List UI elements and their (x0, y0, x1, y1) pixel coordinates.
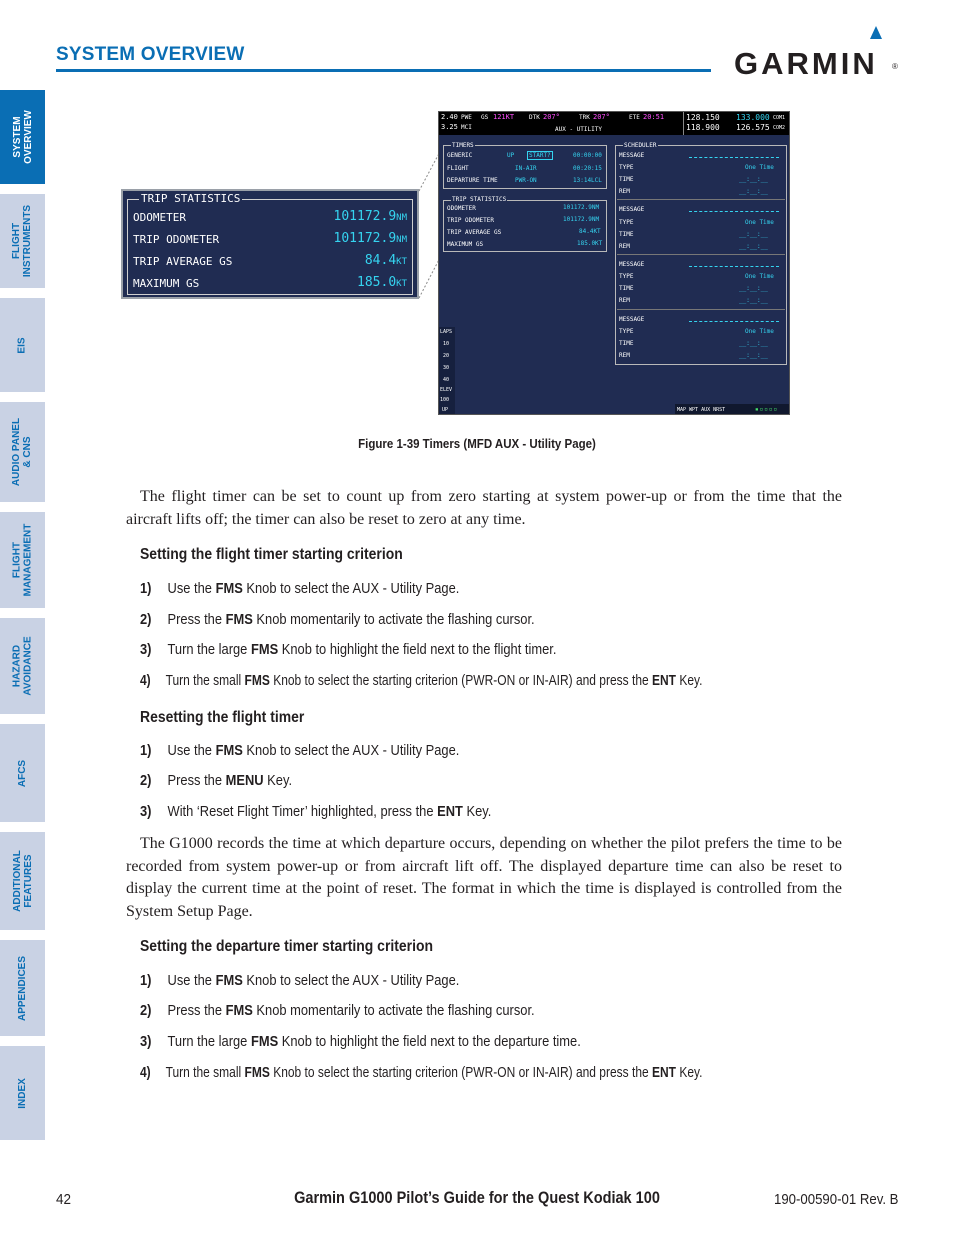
step-text: Turn the large (167, 641, 251, 658)
step-key: FMS (244, 1064, 270, 1081)
strip-label: ELEV (440, 387, 453, 393)
step-number: 2) (140, 611, 152, 628)
sched-message-field (689, 157, 779, 158)
step-item (140, 672, 702, 689)
step-text: Turn the large (167, 1033, 251, 1050)
timer-mode: UP (507, 152, 515, 159)
sched-time-value: __:__:__ (739, 285, 768, 292)
step-text: Knob to highlight the field next to the flight timer. (278, 641, 557, 658)
step-text: Knob to select the starting criterion (PWR-ON or IN-AIR) and press the (269, 1064, 652, 1081)
trip-value: 101172.9NM (563, 204, 600, 211)
sched-rem-value: __:__:__ (739, 297, 768, 304)
sched-divider (617, 254, 785, 255)
garmin-logo (734, 26, 899, 81)
header-rule (56, 69, 711, 72)
tab-additional-features[interactable]: ADDITIONAL FEATURES (0, 832, 45, 930)
tab-audio-panel-cns[interactable]: AUDIO PANEL & CNS (0, 402, 45, 502)
step-key: FMS (215, 742, 243, 759)
mfd-gs-value: 121KT (493, 113, 515, 121)
step-item (140, 1033, 581, 1050)
tab-system-overview[interactable]: SYSTEM OVERVIEW (0, 90, 45, 184)
sched-rem-label: REM (619, 297, 630, 304)
mfd-ete-value: 20:51 (643, 113, 665, 121)
sched-time-value: __:__:__ (739, 176, 768, 183)
step-number: 1) (140, 580, 152, 597)
step-text: Turn the small (165, 1064, 245, 1081)
step-number: 1) (140, 972, 152, 989)
step-text: Use the (167, 580, 216, 597)
sched-message-label: MESSAGE (619, 261, 645, 268)
strip-label: 100 (440, 397, 450, 403)
step-number: 3) (140, 641, 152, 658)
timer-label: GENERIC (447, 152, 473, 159)
step-key: FMS (215, 972, 243, 989)
trip-value: 101172.9NM (563, 216, 600, 223)
sched-rem-value: __:__:__ (739, 352, 768, 359)
mfd-scheduler-title: SCHEDULER (624, 142, 657, 149)
sched-message-label: MESSAGE (619, 316, 645, 323)
step-item (140, 772, 292, 789)
timer-status: START? (529, 152, 551, 159)
timer-label: DEPARTURE TIME (447, 177, 498, 184)
step-key: FMS (225, 611, 253, 628)
trip-label: TRIP ODOMETER (447, 217, 494, 224)
section-heading-reset-flight-timer: Resetting the flight timer (140, 709, 305, 726)
sched-time-label: TIME (619, 340, 634, 347)
step-text: Knob to select the starting criterion (PWR-ON or IN-AIR) and press the (269, 672, 652, 689)
step-number: 4) (140, 672, 151, 689)
step-number: 1) (140, 742, 152, 759)
step-text: Key. (462, 803, 492, 820)
trip-statistics-zoom (121, 189, 419, 299)
mfd-waypoint-2: MCI (461, 124, 472, 131)
section-heading-flight-timer-criterion: Setting the flight timer starting criterion (140, 546, 403, 563)
step-key: FMS (225, 1002, 253, 1019)
step-item (140, 972, 459, 989)
timer-time: 13:14LCL (573, 177, 602, 184)
step-item (140, 1002, 535, 1019)
step-key: FMS (250, 1033, 279, 1050)
page-group-dots-icon: ▪▫▫▫▫ (755, 406, 779, 413)
sched-type-value: One Time (745, 219, 774, 226)
trip-value: 84.4KT (579, 228, 601, 235)
tab-flight-management[interactable]: FLIGHT MANAGEMENT (0, 512, 45, 608)
step-key: FMS (244, 672, 270, 689)
zoom-row-unit: KT (396, 257, 407, 267)
timer-label: FLIGHT (447, 165, 469, 172)
step-key: FMS (215, 580, 243, 597)
step-text: With ‘Reset Flight Timer’ highlighted, press the (167, 803, 438, 820)
sched-message-label: MESSAGE (619, 206, 645, 213)
section-heading-departure-timer-criterion: Setting the departure timer starting criterion (140, 938, 434, 955)
zoom-row-unit: NM (396, 235, 407, 245)
sched-rem-label: REM (619, 352, 630, 359)
step-item (140, 803, 491, 820)
step-key: FMS (250, 641, 279, 658)
step-item (140, 580, 459, 597)
sched-type-value: One Time (745, 164, 774, 171)
trip-value: 185.0KT (577, 240, 603, 247)
page-number: 42 (56, 1191, 72, 1208)
step-text: Turn the small (165, 672, 245, 689)
sched-rem-value: __:__:__ (739, 188, 768, 195)
tab-hazard-avoidance[interactable]: HAZARD AVOIDANCE (0, 618, 45, 714)
mfd-ete-label: ETE (629, 114, 640, 121)
mfd-com1-active: 128.150 (686, 113, 720, 122)
logo-wordmark: GARMIN (734, 46, 878, 81)
step-text: Press the (167, 772, 226, 789)
sched-rem-label: REM (619, 243, 630, 250)
sched-time-value: __:__:__ (739, 231, 768, 238)
step-item (140, 742, 459, 759)
zoom-row-unit: KT (396, 279, 407, 289)
zoom-row-value: 101172.9 (333, 231, 397, 246)
step-key: ENT (437, 803, 463, 820)
step-text: Knob to select the AUX - Utility Page. (242, 742, 460, 759)
tab-appendices[interactable]: APPENDICES (0, 940, 45, 1036)
mfd-timers-title: TIMERS (452, 142, 474, 149)
mfd-com-divider (683, 112, 684, 135)
zoom-row-value: 101172.9 (333, 209, 397, 224)
sched-message-label: MESSAGE (619, 152, 645, 159)
zoom-title: TRIP STATISTICS (141, 192, 241, 205)
document-number: 190-00590-01 Rev. B (773, 1191, 898, 1208)
zoom-row-label: TRIP ODOMETER (133, 233, 220, 246)
sched-time-label: TIME (619, 231, 634, 238)
paragraph-flight-timer: The flight timer can be set to count up from zero starting at system power-up or from the time that the aircraft lifts off; the timer can also be reset to zero at any time. (126, 488, 842, 528)
mfd-page-group-bar (675, 404, 790, 415)
tab-afcs[interactable]: AFCS (0, 724, 45, 822)
step-text: Knob to select the AUX - Utility Page. (242, 580, 460, 597)
zoom-row-label: MAXIMUM GS (133, 277, 200, 290)
section-title: SYSTEM OVERVIEW (56, 44, 245, 65)
timer-mode: PWR-ON (515, 177, 537, 184)
sched-rem-label: REM (619, 188, 630, 195)
step-number: 3) (140, 803, 152, 820)
sched-type-value: One Time (745, 328, 774, 335)
zoom-row-label: TRIP AVERAGE GS (133, 255, 233, 268)
sched-type-label: TYPE (619, 273, 634, 280)
step-text: Key. (676, 672, 703, 689)
mfd-gs-label: GS (481, 114, 489, 121)
zoom-row-unit: NM (396, 213, 407, 223)
zoom-row-value: 84.4 (364, 253, 397, 268)
tab-index[interactable]: INDEX (0, 1046, 45, 1140)
guide-title: Garmin G1000 Pilot’s Guide for the Quest Kodiak 100 (294, 1189, 660, 1207)
sched-type-label: TYPE (619, 164, 634, 171)
mfd-com1-label: COM1 (773, 115, 786, 121)
tab-eis[interactable]: EIS (0, 298, 45, 392)
sched-rem-value: __:__:__ (739, 243, 768, 250)
trip-label: TRIP AVERAGE GS (447, 229, 502, 236)
mfd-waypoint-1: PWE (461, 114, 472, 121)
strip-label: 30 (443, 365, 450, 371)
step-number: 2) (140, 1002, 152, 1019)
step-text: Knob to highlight the field next to the departure time. (278, 1033, 581, 1050)
mfd-com1-standby: 133.000 (736, 113, 770, 122)
step-item (140, 1064, 702, 1081)
mfd-distance-1: 2.40 (441, 113, 458, 121)
mfd-distance-2: 3.25 (441, 123, 458, 131)
timer-mode: IN-AIR (515, 165, 537, 172)
strip-label: 10 (443, 341, 450, 347)
paragraph-departure-time: The G1000 records the time at which departure occurs, depending on whether the pilot prefers the time to be recorded from system power-up or from aircraft lift off. The displayed departure time can also be reset to display the current time at the point of reset. The format in which the time is displayed is controlled from the System Setup Page. (126, 835, 842, 920)
sched-type-label: TYPE (619, 328, 634, 335)
sched-time-value: __:__:__ (739, 340, 768, 347)
step-text: Use the (167, 742, 216, 759)
mfd-trip-stats-title: TRIP STATISTICS (452, 196, 507, 203)
step-number: 2) (140, 772, 152, 789)
sched-type-value: One Time (745, 273, 774, 280)
mfd-aux-utility-screenshot (438, 111, 790, 415)
step-item (140, 611, 535, 628)
step-text: Key. (676, 1064, 703, 1081)
step-text: Press the (167, 611, 226, 628)
sched-divider (617, 199, 785, 200)
mfd-trk-label: TRK (579, 114, 590, 121)
trip-label: MAXIMUM GS (447, 241, 484, 248)
zoom-row-value: 185.0 (357, 275, 397, 290)
strip-label: 40 (443, 377, 450, 383)
mfd-left-strip (439, 327, 455, 415)
step-text: Knob momentarily to activate the flashing cursor. (252, 1002, 535, 1019)
strip-label: 20 (443, 353, 450, 359)
tab-flight-instruments[interactable]: FLIGHT INSTRUMENTS (0, 194, 45, 288)
step-key: ENT (652, 1064, 676, 1081)
sched-message-field (689, 266, 779, 267)
trip-label: ODOMETER (447, 205, 476, 212)
sched-time-label: TIME (619, 176, 634, 183)
step-number: 4) (140, 1064, 151, 1081)
step-text: Press the (167, 1002, 226, 1019)
mfd-com2-label: COM2 (773, 125, 786, 131)
mfd-com2-standby: 126.575 (736, 123, 770, 132)
sched-message-field (689, 321, 779, 322)
step-text: Key. (263, 772, 293, 789)
page-group-labels: MAP WPT AUX NRST (677, 407, 726, 413)
step-key: MENU (225, 772, 264, 789)
mfd-dtk-value: 207° (543, 113, 560, 121)
strip-label: UP (442, 407, 449, 413)
logo-triangle-icon (870, 26, 882, 39)
sched-message-field (689, 211, 779, 212)
step-text: Knob to select the AUX - Utility Page. (242, 972, 460, 989)
step-text: Use the (167, 972, 216, 989)
logo-registered-mark: ® (892, 62, 898, 71)
mfd-page-name: AUX - UTILITY (555, 126, 602, 133)
sched-type-label: TYPE (619, 219, 634, 226)
step-number: 3) (140, 1033, 152, 1050)
step-text: Knob momentarily to activate the flashing cursor. (252, 611, 535, 628)
timer-time: 00:00:00 (573, 152, 602, 159)
figure-caption: Figure 1-39 Timers (MFD AUX - Utility Page) (358, 437, 596, 451)
step-key: ENT (652, 672, 676, 689)
strip-label: LAPS (440, 329, 453, 335)
step-item (140, 641, 556, 658)
mfd-com2-active: 118.900 (686, 123, 720, 132)
mfd-trk-value: 207° (593, 113, 610, 121)
zoom-row-label: ODOMETER (133, 211, 186, 224)
timer-time: 00:20:15 (573, 165, 602, 172)
sched-divider (617, 309, 785, 310)
mfd-dtk-label: DTK (529, 114, 540, 121)
sched-time-label: TIME (619, 285, 634, 292)
